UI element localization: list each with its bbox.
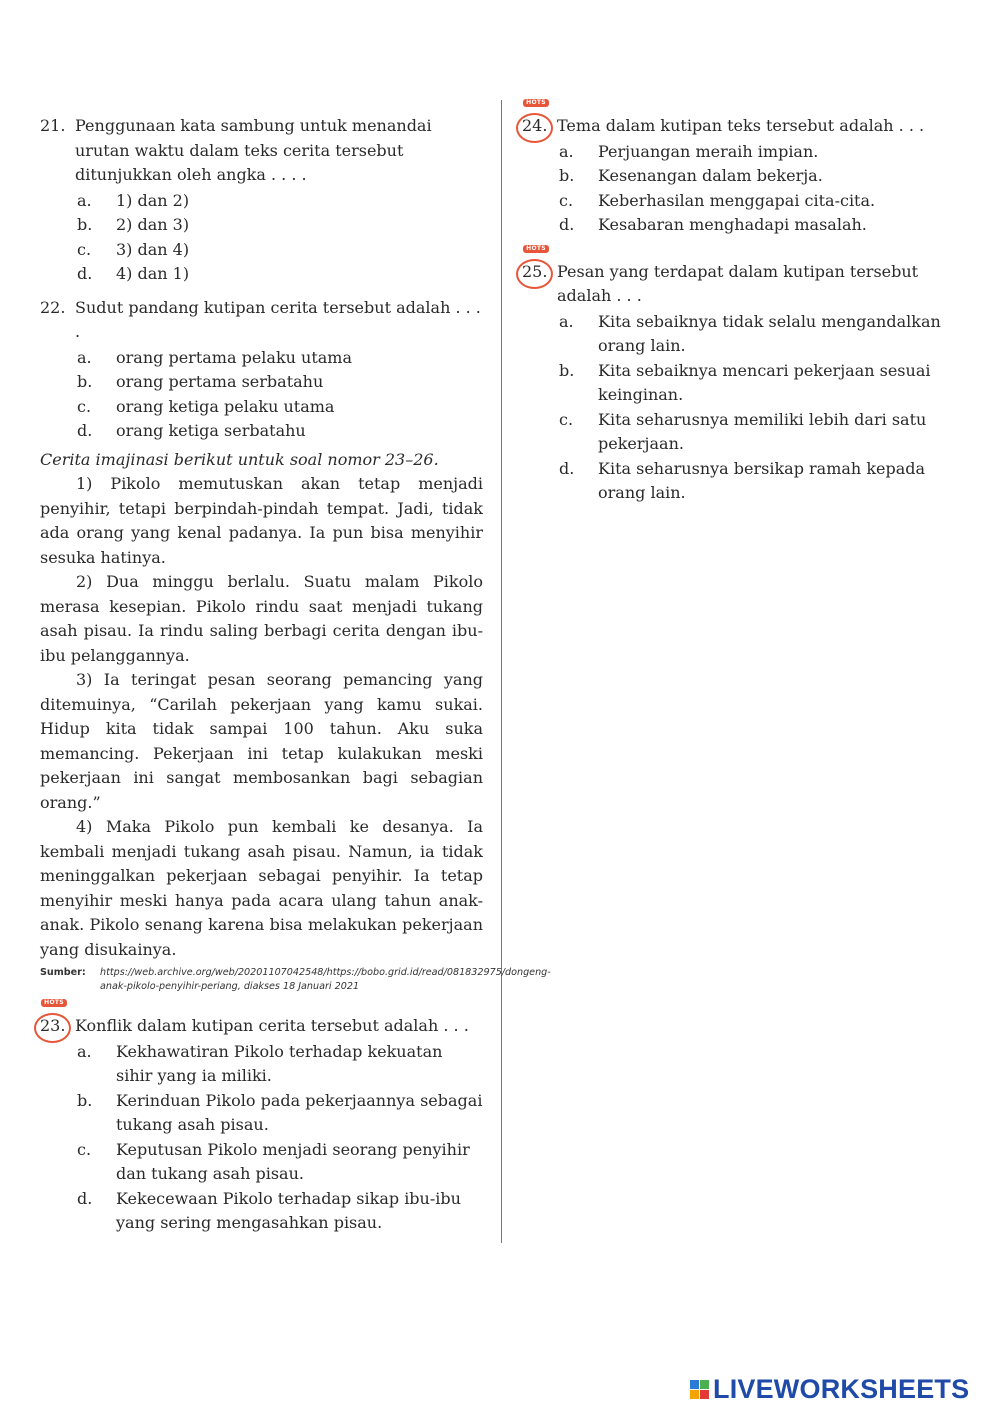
option-d[interactable] xyxy=(40,1187,483,1236)
hots-circle xyxy=(522,244,548,285)
story-paragraph-2: 2) Dua minggu berlalu. Suatu malam Pikolo merasa kesepian. Pikolo rindu saat menjadi tukang asah pisau. Ia rindu saling berbagi cerita dengan ibu-ibu pelanggannya. xyxy=(40,572,483,665)
column-divider xyxy=(501,100,502,1243)
option-text: Kita seharusnya memiliki lebih dari satu pekerjaan. xyxy=(598,409,927,453)
option-text: orang ketiga serbatahu xyxy=(116,421,306,440)
option-text: Keberhasilan menggapai cita-cita. xyxy=(598,190,876,210)
option-letter: d. xyxy=(77,264,93,283)
option-letter: d. xyxy=(77,1188,93,1208)
option-text: Kekecewaan Pikolo terhadap sikap ibu-ibu yang sering mengasahkan pisau. xyxy=(116,1188,461,1232)
question-text: Tema dalam kutipan teks tersebut adalah . . . xyxy=(557,116,925,135)
option-b[interactable] xyxy=(40,213,483,238)
hots-badge: HOTS xyxy=(41,999,67,1007)
option-text: orang pertama serbatahu xyxy=(116,372,324,391)
source-label: Sumber: xyxy=(40,967,86,978)
option-letter: a. xyxy=(559,141,574,161)
logo-square-4 xyxy=(700,1390,709,1399)
question-25 xyxy=(522,244,970,506)
story-intro: Cerita imajinasi berikut untuk soal nomor 23–26. xyxy=(40,449,439,469)
option-letter: c. xyxy=(559,409,574,429)
liveworksheets-logo[interactable] xyxy=(690,1374,969,1405)
logo-text: LIVEWORKSHEETS xyxy=(713,1374,970,1404)
logo-grid-icon xyxy=(690,1380,709,1399)
question-number-wrap xyxy=(40,999,75,1039)
option-letter: d. xyxy=(77,421,93,440)
option-letter: c. xyxy=(77,239,92,259)
question-text: Pesan yang terdapat dalam kutipan tersebut adalah . . . xyxy=(557,261,919,305)
option-list xyxy=(40,189,483,287)
question-23 xyxy=(40,999,483,1236)
hots-badge: HOTS xyxy=(523,99,549,107)
option-letter: d. xyxy=(559,458,575,478)
hots-circle xyxy=(522,99,548,139)
option-letter: c. xyxy=(559,190,574,210)
question-22 xyxy=(40,296,483,444)
question-number: 25. xyxy=(522,261,548,281)
option-a[interactable] xyxy=(522,310,970,359)
question-text: Penggunaan kata sambung untuk menandai urutan waktu dalam teks cerita tersebut ditunjukkan oleh angka . . . . xyxy=(75,116,432,184)
option-d[interactable] xyxy=(40,419,483,444)
option-text: Kerinduan Pikolo pada pekerjaannya sebagai tukang asah pisau. xyxy=(116,1090,483,1134)
hots-circle xyxy=(40,999,66,1039)
option-letter: b. xyxy=(77,1090,93,1110)
question-number: 21. xyxy=(40,116,66,135)
option-text: 1) dan 2) xyxy=(116,190,190,210)
option-text: 3) dan 4) xyxy=(116,239,190,259)
option-list xyxy=(40,346,483,444)
option-d[interactable] xyxy=(40,262,483,287)
option-text: Kekhawatiran Pikolo terhadap kekuatan sihir yang ia miliki. xyxy=(116,1041,443,1085)
option-letter: a. xyxy=(77,347,92,367)
option-c[interactable] xyxy=(40,395,483,420)
logo-square-1 xyxy=(690,1380,699,1389)
option-text: Perjuangan meraih impian. xyxy=(598,141,819,161)
hots-badge: HOTS xyxy=(523,245,549,253)
story-paragraph-3: 3) Ia teringat pesan seorang pemancing yang ditemuinya, “Carilah pekerjaan yang kamu sukai. Hidup kita tidak sampai 100 tahun. Aku suka memancing. Pekerjaan ini tetap kulakukan meski pekerjaan ini sangat membosankan bagi sebagian orang.” xyxy=(40,670,483,812)
logo-square-3 xyxy=(690,1390,699,1399)
option-d[interactable] xyxy=(522,213,970,238)
option-a[interactable] xyxy=(40,346,483,371)
question-number: 23. xyxy=(40,1016,66,1035)
option-c[interactable] xyxy=(40,238,483,263)
question-text: Sudut pandang kutipan cerita tersebut adalah . . . . xyxy=(75,297,481,341)
option-text: Kesenangan dalam bekerja. xyxy=(598,166,823,185)
question-24 xyxy=(522,99,970,238)
option-b[interactable] xyxy=(522,164,970,189)
right-column xyxy=(522,99,970,506)
option-letter: b. xyxy=(77,372,93,391)
option-c[interactable] xyxy=(522,189,970,214)
option-letter: a. xyxy=(559,311,574,331)
option-b[interactable] xyxy=(40,1089,483,1138)
option-letter: b. xyxy=(77,215,93,234)
option-text: Kita seharusnya bersikap ramah kepada orang lain. xyxy=(598,458,926,502)
option-text: 2) dan 3) xyxy=(116,215,190,234)
option-letter: b. xyxy=(559,166,575,185)
story-paragraph-4: 4) Maka Pikolo pun kembali ke desanya. Ia kembali menjadi tukang asah pisau. Namun, ia tidak meninggalkan pekerjaan sebagai penyihir. Ia tetap menyihir meski hanya pada acara ulang tahun anak-anak. Pikolo senang karena bisa melakukan pekerjaan yang disukainya. xyxy=(40,817,483,959)
option-letter: c. xyxy=(77,1139,92,1159)
option-letter: d. xyxy=(559,215,575,234)
option-d[interactable] xyxy=(522,457,970,506)
option-letter: b. xyxy=(559,360,575,380)
option-list xyxy=(40,1040,483,1236)
story-paragraph-1: 1) Pikolo memutuskan akan tetap menjadi penyihir, tetapi berpindah-pindah tempat. Jadi, tidak ada orang yang kenal padanya. Ia pun bisa menyihir sesuka hatinya. xyxy=(40,474,483,567)
option-b[interactable] xyxy=(40,370,483,395)
question-number-wrap xyxy=(522,99,557,139)
option-text: Kesabaran menghadapi masalah. xyxy=(598,215,867,234)
option-a[interactable] xyxy=(40,1040,483,1089)
question-number: 22. xyxy=(40,297,66,317)
option-letter: c. xyxy=(77,396,92,416)
question-text: Konflik dalam kutipan cerita tersebut adalah . . . xyxy=(75,1016,469,1035)
question-21 xyxy=(40,114,483,287)
option-text: 4) dan 1) xyxy=(116,264,190,283)
logo-square-2 xyxy=(700,1380,709,1389)
option-letter: a. xyxy=(77,1041,92,1061)
question-number-wrap xyxy=(522,244,557,309)
question-number: 24. xyxy=(522,116,548,135)
option-letter: a. xyxy=(77,190,92,210)
option-text: Keputusan Pikolo menjadi seorang penyihir dan tukang asah pisau. xyxy=(116,1139,470,1183)
source-text: https://web.archive.org/web/20201107042548/https://bobo.grid.id/read/081832975/dongeng-anak-pikolo-penyihir-periang, diakses 18 Januari 2021 xyxy=(100,967,551,992)
option-a[interactable] xyxy=(40,189,483,214)
option-c[interactable] xyxy=(40,1138,483,1187)
option-a[interactable] xyxy=(522,140,970,165)
option-c[interactable] xyxy=(522,408,970,457)
option-text: Kita sebaiknya mencari pekerjaan sesuai keinginan. xyxy=(598,360,931,404)
option-text: Kita sebaiknya tidak selalu mengandalkan orang lain. xyxy=(598,311,941,355)
source-citation xyxy=(40,966,551,994)
option-list xyxy=(522,140,970,238)
option-b[interactable] xyxy=(522,359,970,408)
option-text: orang pertama pelaku utama xyxy=(116,347,353,367)
option-text: orang ketiga pelaku utama xyxy=(116,396,335,416)
option-list xyxy=(522,310,970,506)
